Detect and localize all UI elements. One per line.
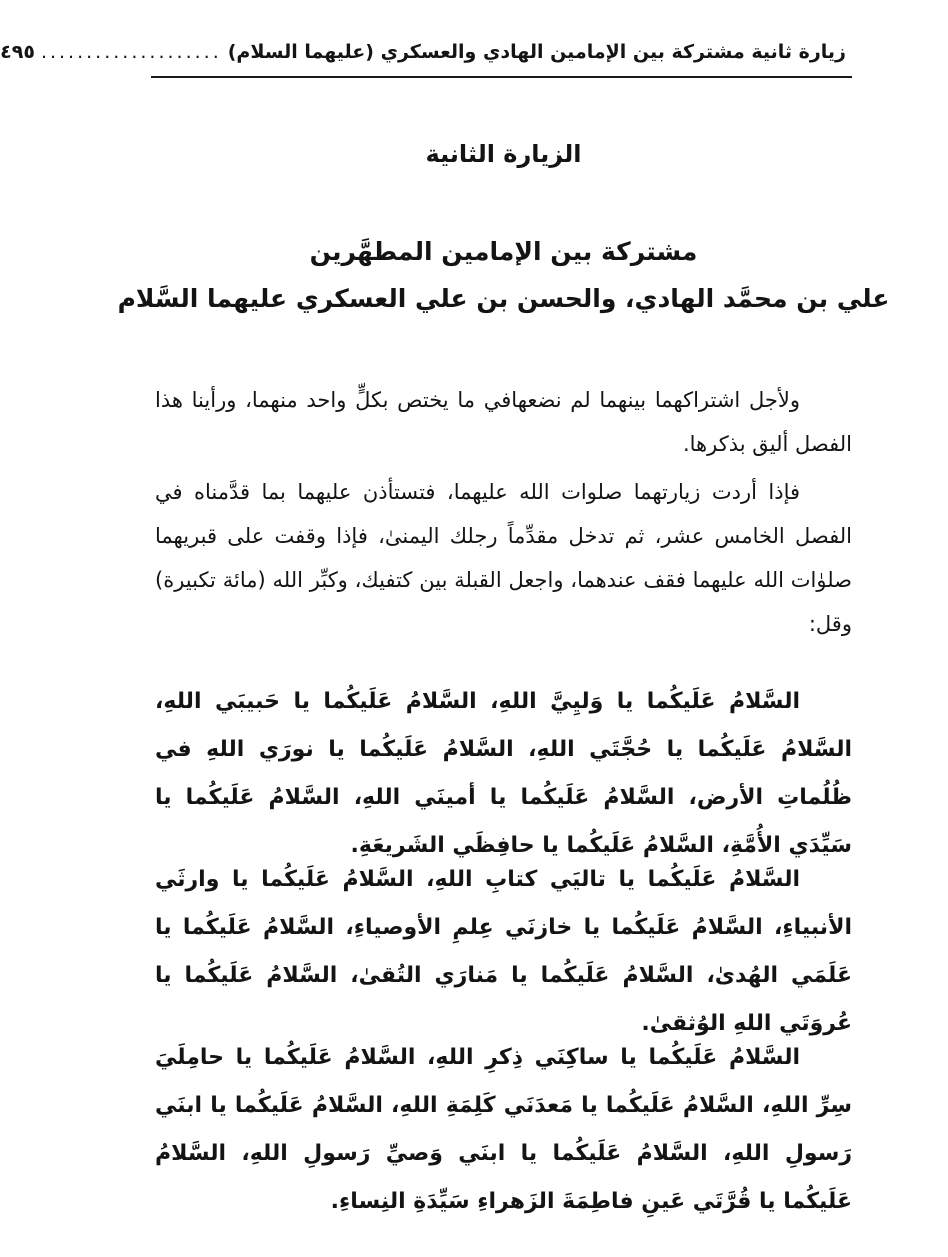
section-subtitle-line1: مشتركة بين الإمامين المطهَّرين bbox=[309, 237, 698, 266]
ziyara-text-2 bbox=[155, 856, 852, 1048]
header-leader-dots: .................... bbox=[40, 41, 222, 63]
header-title: زيارة ثانية مشتركة بين الإمامين الهادي والعسكري (عليهما السلام) bbox=[227, 41, 846, 63]
ziyara-paragraph-2: السَّلامُ عَلَيكُما يا تاليَي كتابِ اللهِ، السَّلامُ عَلَيكُما يا وارثَي الأنبياءِ، السَّلامُ عَلَيكُما يا خازنَي عِلمِ الأوصياءِ، السَّلامُ عَلَيكُما يا عَلَمَي الهُدىٰ، السَّلامُ عَلَيكُما يا مَنارَي التُقىٰ، السَّلامُ عَلَيكُما يا عُروَتَي اللهِ الوُثقىٰ. bbox=[155, 867, 852, 1036]
intro-paragraph-2: فإذا أردت زيارتهما صلوات الله عليهما، فتستأذن عليهما بما قدَّمناه في الفصل الخامس عشر، ثم تدخل مقدِّماً رجلك اليمنىٰ، فإذا وقفت على قبريهما صلوٰات الله عليهما فقف عندهما، واجعل القبلة بين كتفيك، وكبِّر الله (مائة تكبيرة) وقل: bbox=[155, 480, 852, 636]
page-number: ٤٩٥ bbox=[0, 41, 35, 63]
running-header bbox=[0, 34, 846, 70]
section-subtitle-line2: علي بن محمَّد الهادي، والحسن بن علي العسكري عليهما السَّلام bbox=[117, 284, 890, 313]
ziyara-text-1 bbox=[155, 678, 852, 870]
header-rule bbox=[151, 76, 852, 78]
intro-paragraph-1: ولأجل اشتراكهما بينهما لم نضعهافي ما يختص بكلٍّ واحد منهما، ورأينا هذا الفصل أليق بذكرها. bbox=[155, 388, 852, 456]
section-title: الزيارة الثانية bbox=[425, 140, 582, 168]
ziyara-text-3 bbox=[155, 1034, 852, 1226]
ziyara-paragraph-3: السَّلامُ عَلَيكُما يا ساكِنَي ذِكرِ اللهِ، السَّلامُ عَلَيكُما يا حامِلَيَ سِرِّ اللهِ، السَّلامُ عَلَيكُما يا مَعدَنَي كَلِمَةِ اللهِ، السَّلامُ عَلَيكُما يا ابنَي رَسولِ اللهِ، السَّلامُ عَلَيكُما يا ابنَي وَصيِّ رَسولِ اللهِ، السَّلامُ عَلَيكُما يا قُرَّتَي عَينِ فاطِمَةَ الزَهراءِ سَيِّدَةِ النِساءِ. bbox=[155, 1045, 852, 1214]
ziyara-paragraph-1: السَّلامُ عَلَيكُما يا وَليِيَّ اللهِ، السَّلامُ عَلَيكُما يا حَبيبَي اللهِ، السَّلامُ عَلَيكُما يا حُجَّتَي اللهِ، السَّلامُ عَلَيكُما يا نورَي اللهِ في ظُلُماتِ الأرض، السَّلامُ عَلَيكُما يا أمينَي اللهِ، السَّلامُ عَلَيكُما يا سَيِّدَي الأُمَّةِ، السَّلامُ عَلَيكُما يا حافِظَي الشَريعَةِ. bbox=[155, 689, 852, 858]
intro-text bbox=[155, 378, 852, 650]
